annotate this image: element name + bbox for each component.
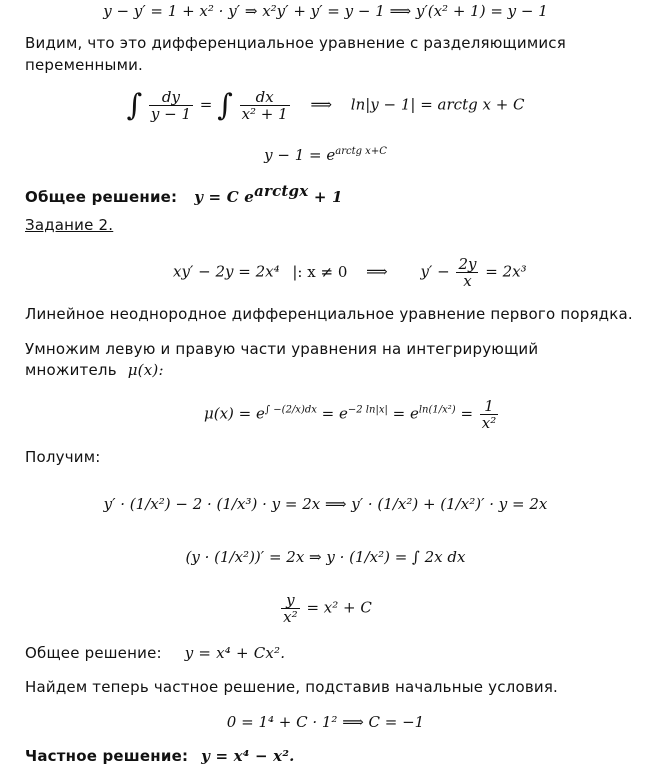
paragraph-separable: Видим, что это дифференциальное уравнение с разделяющимися xyxy=(25,34,566,52)
particular-solution-formula: y = x⁴ − x². xyxy=(201,747,295,765)
general-solution-2-label: Общее решение: xyxy=(25,644,162,662)
mu-equation: $\mu(x) = e^{\int -(2/x)dx} = e^{-2 ln|x|} = e^{ln(1/x^2)}$ = $\frac{1}{\text{x²}}$ xyxy=(204,397,497,432)
general-solution-formula: y = C e xyxy=(194,188,255,206)
eq-part: y − y′ = 1 + x² · y′ xyxy=(103,2,241,20)
paragraph-multiply-2: множитель μ(x): xyxy=(25,361,164,379)
got-line-1: y′ · (1/x²) − 2 · (1/x³) · y = 2x ⟹ y′ · (1/x²) + (1/x²)′ · y = 2x xyxy=(103,495,548,513)
general-solution-label: Общее решение: xyxy=(25,188,178,206)
integral-equation: ∫ $\frac{dy}{y - 1}$ = ∫ $\frac{dx}{\text{x² + 1}}$ ⟹ ln|y − 1| = arctg x + C xyxy=(126,88,525,123)
paragraph-multiply: Умножим левую и правую части уравнения на интегрирующий xyxy=(25,340,539,358)
particular-solution xyxy=(25,747,295,765)
paragraph-particular: Найдем теперь частное решение, подставив начальные условия. xyxy=(25,678,559,696)
paragraph-separable-2: переменными. xyxy=(25,56,144,74)
got-line-2: (y · (1/x²))′ = 2x ⇒ y · (1/x²) = ∫ 2x dx xyxy=(185,548,466,566)
task-2-equation: xy′ − 2y = 2x⁴ |: x ≠ 0 ⟹ y′ − $\frac{2y}{x}$ = 2x³ xyxy=(173,255,527,290)
fraction: $\frac{dx}{\text{x² + 1}}$ xyxy=(241,88,288,123)
initial-condition-equation: 0 = 1⁴ + C · 1² ⟹ C = −1 xyxy=(226,713,425,731)
equation-top: y − y′ = 1 + x² · y′ ⇒ x²y′ + y′ = y − 1 ⟹ y′(x² + 1) = y − 1 xyxy=(103,2,548,20)
particular-solution-label: Частное решение: xyxy=(25,747,189,765)
general-solution-2-formula: y = x⁴ + Cx². xyxy=(184,644,286,662)
paragraph-linear: Линейное неоднородное дифференциальное уравнение первого порядка. xyxy=(25,305,633,323)
general-solution-2 xyxy=(25,644,285,662)
fraction: $\frac{dy}{y - 1}$ xyxy=(150,88,192,123)
task-2-title: Задание 2. xyxy=(25,216,114,234)
eq-part: y′(x² + 1) = y − 1 xyxy=(415,2,548,20)
paragraph-got: Получим: xyxy=(25,448,101,466)
eq-part: x²y′ + y′ = y − 1 xyxy=(262,2,385,20)
got-line-3: $\frac{y}{\text{x²}}$ = x² + C xyxy=(283,591,372,626)
general-solution-1: Общее решение: y = C $e^{arctgx} + 1$ xyxy=(25,182,343,206)
exp-equation: $y - 1 = e^{arctg x+C}$ xyxy=(264,146,387,164)
integral-result: ln|y − 1| = arctg x + C xyxy=(350,95,525,114)
